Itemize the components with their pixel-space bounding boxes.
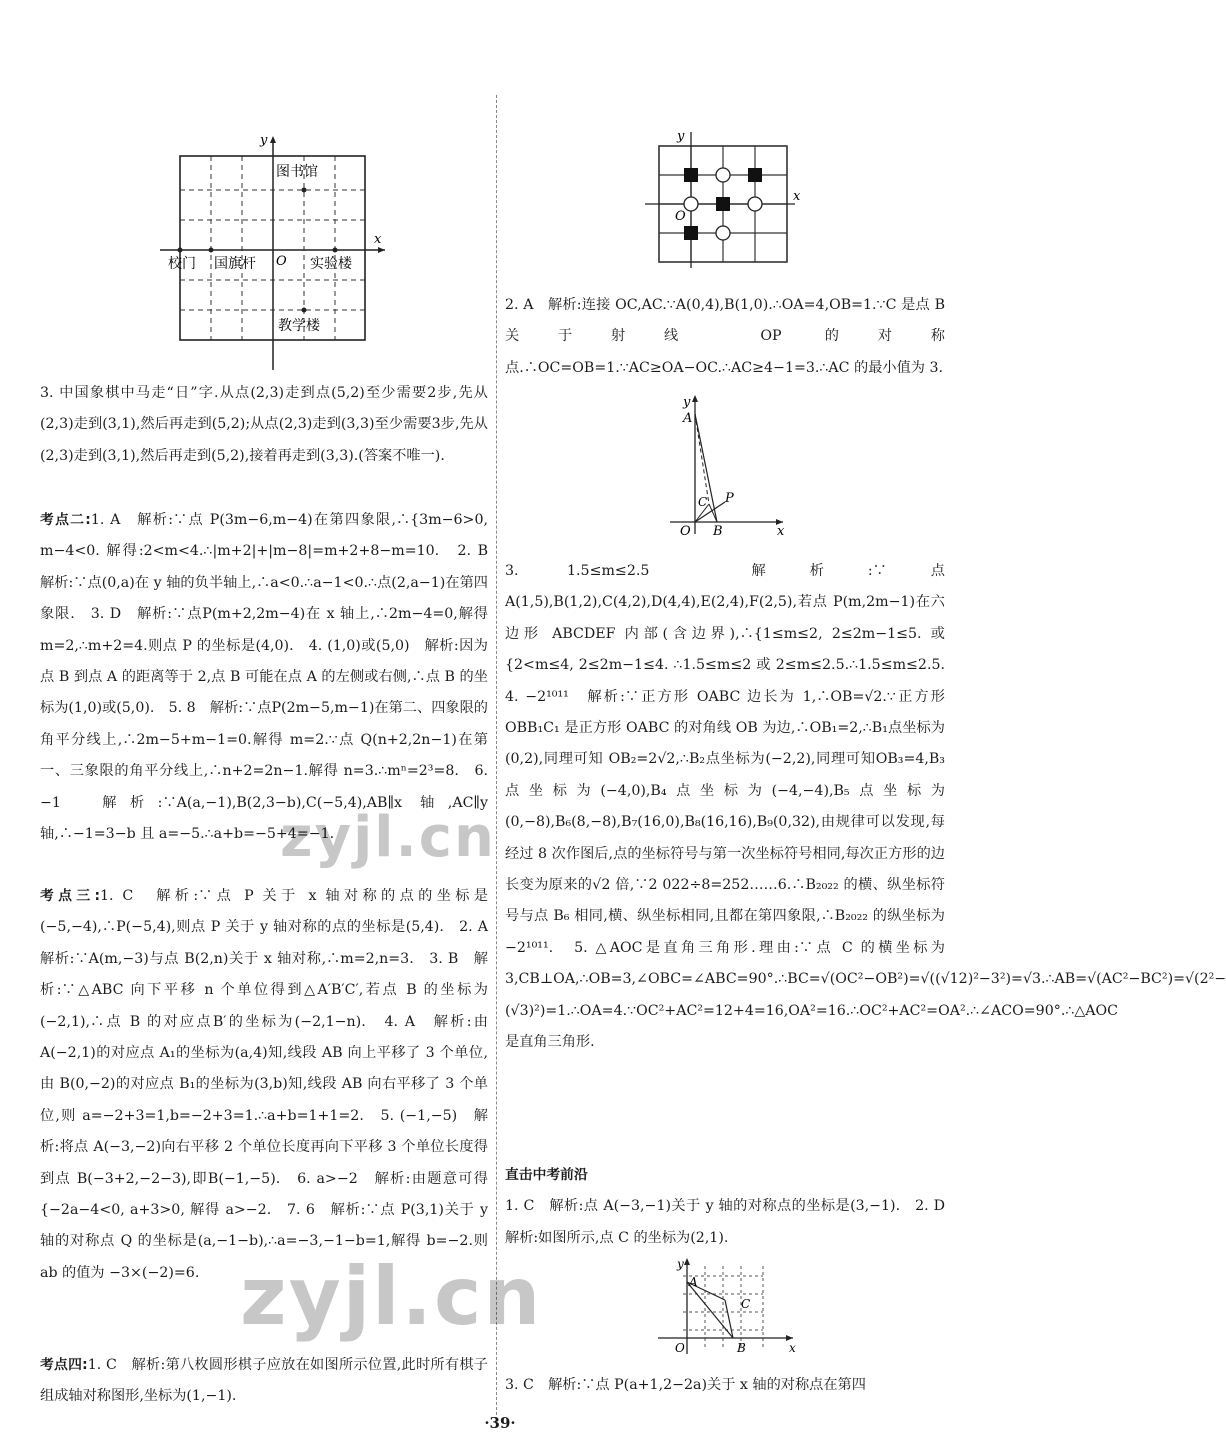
- triangle-label-b: B: [713, 524, 723, 539]
- grid-label-origin: O: [675, 1341, 685, 1355]
- section-head-4: 考点四:: [40, 1357, 88, 1373]
- grid-label-c: C: [741, 1297, 751, 1311]
- triangle-label-c: C: [698, 495, 708, 509]
- section-head-3: 考点三:: [40, 888, 101, 904]
- right-para-2: 3. 1.5≤m≤2.5 解析:∵点 A(1,5),B(1,2),C(4,2),D(4,4),E(2,4),F(2,5),若点 P(m,2m−1)在六边形 ABCDEF 内部(含边界),∴{1≤m≤2, 2≤2m−1≤5. 或{2<m≤4, 2≤2m−1≤4. ∴1.5≤m≤2 或 2≤m≤2.5.∴1.5≤m≤2.5. 4. −2¹⁰¹¹ 解析:∵正方形 OABC 边长为 1,∴OB=√2.∵正方形 OBB₁C₁ 是正方形 OABC 的对角线 OB 为边,∴OB₁=2,∴B₁点坐标为(0,2),同理可知 OB₂=2√2,∴B₂点坐标为(−2,2),同理可知OB₃=4,B₃点坐标为(−4,0),B₄点坐标为(−4,−4),B₅点坐标为(0,−8),B₆(8,−8),B₇(16,0),B₈(16,16),B₉(0,32),由规律可以发现,每经过 8 次作图后,点的坐标符号与第一次坐标符号相同,每次正方形的边长变为原来的√2 倍,∵2 022÷8=252……6.∴B₂₀₂₂ 的横、纵坐标符号与点 B₆ 相同,横、纵坐标相同,且都在第四象限,∴B₂₀₂₂ 的纵坐标为−2¹⁰¹¹. 5. △AOC是直角三角形.理由:∵点 C 的横坐标为3,CB⊥OA,∴OB=3,∠OBC=∠ABC=90°.∴BC=√(OC²−OB²)=√((√12)²−3²)=√3.∴AB=√(AC²−BC²)=√(2²−(√3)²)=1.∴OA=4.∵OC²+AC²=12+4=16,OA²=16.∴OC²+AC²=OA².∴∠ACO=90°.∴△AOC 是直角三角形.: [505, 563, 1226, 1051]
- left-para-4: [40, 1350, 488, 1413]
- map-label-y: y: [260, 133, 268, 148]
- section-head-frontier: 直击中考前沿: [505, 1167, 588, 1183]
- triangle-figure: [665, 392, 795, 537]
- left-para-3: [40, 881, 503, 1289]
- chess-label-origin: O: [675, 209, 686, 224]
- chess-label-y: y: [677, 129, 685, 144]
- triangle-label-y: y: [683, 395, 691, 410]
- grid-label-b: B: [737, 1341, 746, 1355]
- left-para-1: 3. 中国象棋中马走“日”字.从点(2,3)走到点(5,2)至少需要2步,先从(2,3)走到(3,1),然后再走到(5,2);从点(2,3)走到(3,3)至少需要3步,先从(2,3)走到(3,1),然后再走到(5,2),接着再走到(3,3).(答案不唯一).: [40, 385, 488, 464]
- map-label-flagpole: 国旗杆: [214, 256, 256, 272]
- chess-figure: [645, 128, 805, 268]
- watermark-2: zyjl.cn: [240, 1250, 543, 1343]
- left-para-2-text: 1. A 解析:∵点 P(3m−6,m−4)在第四象限,∴{3m−6>0, m−4<0. 解得:2<m<4.∴|m+2|+|m−8|=m+2+8−m=10. 2. B 解析:∵点(0,a)在 y 轴的负半轴上,∴a<0.∴a−1<0.∴点(2,a−1)在第四象限. 3. D 解析:∵点P(m+2,2m−4)在 x 轴上,∴2m−4=0,解得 m=2,∴m+2=4.则点 P 的坐标是(4,0). 4. (1,0)或(5,0) 解析:因为点 B 到点 A 的距离等于 2,点 B 可能在点 A 的左侧或右侧,∴点 B 的坐标为(1,0)或(5,0). 5. 8 解析:∵点P(2m−5,m−1)在第二、四象限的角平分线上,∴2m−5+m−1=0.解得 m=2.∵点 Q(n+2,2n−1)在第一、三象限的角平分线上,∴n+2=2n−1.解得 n=3.∴mⁿ=2³=8. 6. −1 解析:∵A(a,−1),B(2,3−b),C(−5,4),AB∥x 轴,AC∥y 轴,∴−1=3−b 且 a=−5.∴a+b=−5+4=−1.: [40, 512, 503, 843]
- triangle-label-x: x: [777, 524, 785, 539]
- left-para-2: [40, 505, 503, 850]
- triangle-label-origin: O: [680, 524, 691, 539]
- left-para-3-text: 1. C 解析:∵点 P 关于 x 轴对称的点的坐标是(−5,−4),∴P(−5,4),则点 P 关于 y 轴对称的点的坐标是(5,4). 2. A 解析:∵A(m,−3)与点 B(2,n)关于 x 轴对称,∴m=2,n=3. 3. B 解析:∵△ABC 向下平移 n 个单位得到△A′B′C′,若点 B 的坐标为(−2,1),∴点 B 的对应点B′的坐标为(−2,1−n). 4. A 解析:由 A(−2,1)的对应点 A₁的坐标为(a,4)知,线段 AB 向上平移了 3 个单位,由 B(0,−2)的对应点 B₁的坐标为(3,b)知,线段 AB 向右平移了 3 个单位,则 a=−2+3=1,b=−2+3=1.∴a+b=1+1=2. 5. (−1,−5) 解析:将点 A(−3,−2)向右平移 2 个单位长度再向下平移 3 个单位长度得到点 B(−3+2,−2−3),即B(−1,−5). 6. a>−2 解析:由题意可得{−2a−4<0, a+3>0, 解得 a>−2. 7. 6 解析:∵点 P(3,1)关于 y 轴的对称点 Q 的坐标是(a,−1−b),∴a=−3,−1−b=1,解得 b=−2.则 ab 的值为 −3×(−2)=6.: [40, 888, 503, 1281]
- triangle-label-p: P: [725, 491, 734, 506]
- left-para-4-text: 1. C 解析:第八枚圆形棋子应放在如图所示位置,此时所有棋子组成轴对称图形,坐标为(1,−1).: [40, 1357, 488, 1405]
- right-para-1: 2. A 解析:连接 OC,AC.∵A(0,4),B(1,0).∴OA=4,OB=1.∵C 是点 B 关于射线 OP 的对称点.∴OC=OB=1.∵AC≥OA−OC.∴AC≥4−1=3.∴AC 的最小值为 3.: [505, 297, 945, 376]
- chess-label-x: x: [793, 189, 801, 204]
- page-number: ·39·: [484, 1414, 516, 1432]
- column-divider: [496, 95, 497, 1415]
- map-label-teaching: 教学楼: [278, 318, 320, 334]
- right-para-4: 3. C 解析:∵点 P(a+1,2−2a)关于 x 轴的对称点在第四: [505, 1377, 866, 1393]
- grid-label-y: y: [677, 1257, 684, 1271]
- grid-label-x: x: [789, 1341, 796, 1355]
- map-label-origin: O: [276, 254, 287, 269]
- grid-figure: [653, 1256, 803, 1356]
- right-para-3: [505, 1160, 960, 1254]
- grid-label-a: A: [689, 1275, 698, 1289]
- map-figure: [160, 130, 400, 375]
- map-label-lab: 实验楼: [310, 256, 352, 272]
- section-head-2: 考点二:: [40, 512, 91, 528]
- map-label-x: x: [374, 232, 382, 247]
- right-para-3-text: 1. C 解析:点 A(−3,−1)关于 y 轴的对称点的坐标是(3,−1). 2. D 解析:如图所示,点 C 的坐标为(2,1).: [505, 1198, 960, 1246]
- map-label-library: 图书馆: [276, 164, 318, 180]
- watermark-1: zyjl.cn: [280, 805, 496, 870]
- triangle-label-a: A: [683, 411, 693, 426]
- map-label-gate: 校门: [168, 256, 196, 272]
